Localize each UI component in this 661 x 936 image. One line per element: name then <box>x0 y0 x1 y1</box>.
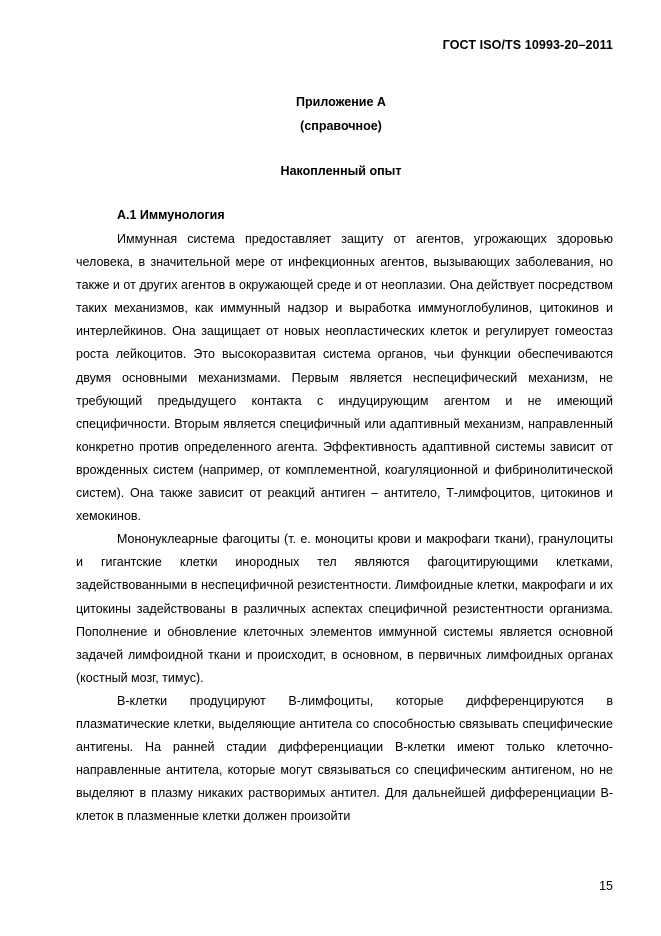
document-header-id: ГОСТ ISO/TS 10993-20–2011 <box>442 38 613 52</box>
appendix-title: Приложение А <box>296 95 386 109</box>
appendix-subtitle: (справочное) <box>300 119 382 133</box>
paragraph-2: Мононуклеарные фагоциты (т. е. моноциты крови и макрофаги ткани), гранулоциты и гигантские клетки инородных тел являются фагоцитирующими клетками, задействованными в неспецифичной резистентности. Лимфоидные клетки, макрофаги и их цитокины задействованы в различных аспектах специфичной резистентности организма. Пополнение и обновление клеточных элементов иммунной системы является основной задачей лимфоидной ткани и происходит, в основном, в первичных лимфоидных органах (костный мозг, тимус). <box>76 532 613 685</box>
section-heading: А.1 Иммунология <box>117 208 225 222</box>
page-number: 15 <box>599 879 613 893</box>
paragraph-1: Иммунная система предоставляет защиту от агентов, угрожающих здоровью человека, в значительной мере от инфекционных агентов, вызывающих заболевания, но также и от других агентов в окружающей среде и от неоплазии. Она действует посредством таких механизмов, как иммунный надзор и выработка иммуноглобулинов, цитокинов и интерлейкинов. Она защищает от новых неопластических клеток и регулирует гомеостаз роста лейкоцитов. Это высокоразвитая система органов, чьи функции обеспечиваются двумя основными механизмами. Первым является неспецифический механизм, не требующий предыдущего контакта с индуцирующим агентом и не имеющий специфичности. Вторым является специфичный или адаптивный механизм, направленный конкретно против определенного агента. Эффективность адаптивной системы зависит от врожденных систем (например, от комплементной, коагуляционной и фибринолитической систем). Она также зависит от реакций антиген – антитело, Т-лимфоцитов, цитокинов и хемокинов. <box>76 232 613 524</box>
paragraph-3: В-клетки продуцируют В-лимфоциты, которые дифференцируются в плазматические клетки, выделяющие антитела со способностью связывать специфические антигены. На ранней стадии дифференциации В-клетки имеют только клеточно-направленные антитела, которые могут связываться со специфическим антигеном, но не выделяют в плазму никаких растворимых антител. Для дальнейшей дифференциации В-клеток в плазменные клетки должен произойти <box>76 693 613 824</box>
appendix-heading: Накопленный опыт <box>280 164 402 178</box>
body-text <box>76 228 613 828</box>
